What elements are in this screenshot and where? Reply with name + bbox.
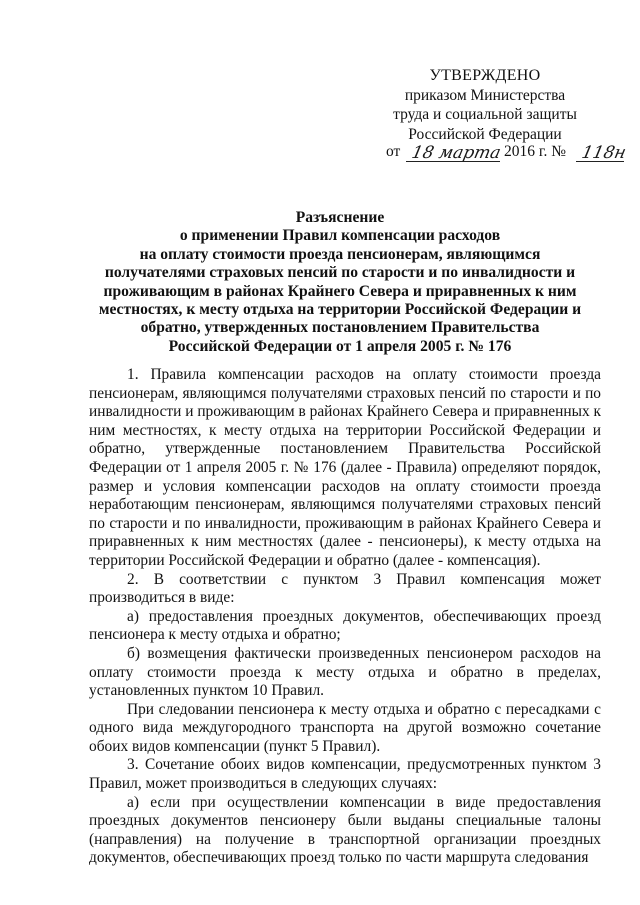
order-date-handwritten: 18 марта	[409, 143, 503, 163]
paragraph-2a: а) предоставления проездных документов, обеспечивающих проезд пенсионера к месту отдыха и обратно;	[89, 607, 601, 644]
title-line: проживающим в районах Крайнего Севера и приравненных к ним	[103, 282, 577, 300]
order-number-blank	[576, 143, 628, 163]
paragraph-3a: а) если при осуществлении компенсации в виде предоставления проездных документов пенсионеру были выданы специальные талоны (направления) на получение в транспортной организации проездных документов, обеспечивающих проезд только по части маршрута следования	[89, 793, 601, 867]
title-line: получателями страховых пенсий по старости и по инвалидности и	[104, 264, 576, 282]
order-prefix: от	[386, 143, 401, 160]
approval-block	[362, 66, 608, 144]
approval-heading: УТВЕРЖДЕНО	[429, 67, 541, 84]
order-number-handwritten: 118н	[579, 143, 628, 163]
title-line: о применении Правил компенсации расходов	[179, 227, 501, 245]
paragraph-3: 3. Сочетание обоих видов компенсации, предусмотренных пунктом 3 Правил, может производиться в следующих случаях:	[89, 756, 601, 793]
order-year: 2016 г. №	[504, 143, 567, 160]
order-date-blank	[406, 143, 503, 163]
document-body	[89, 366, 601, 868]
approval-line-labour: труда и социальной защиты	[393, 106, 577, 123]
document-title	[70, 209, 610, 356]
paragraph-2: 2. В соответствии с пунктом 3 Правил компенсация может производиться в виде:	[89, 570, 601, 607]
order-date-line	[386, 143, 626, 165]
paragraph-1: 1. Правила компенсации расходов на оплату стоимости проезда пенсионерам, являющимся получателями страховых пенсий по старости и по инвалидности и проживающим в районах Крайнего Севера и приравненных к ним местностях, к месту отдыха на территории Российской Федерации и обратно, утвержденные постановлением Правительства Российской Федерации от 1 апреля 2005 г. № 176 (далее - Правила) определяют порядок, размер и условия компенсации расходов на оплату стоимости проезда неработающим пенсионерам, являющимся получателями страховых пенсий по старости и по инвалидности, проживающим в районах Крайнего Севера и приравненных к ним местностях (далее - пенсионеры), к месту отдыха на территории Российской Федерации и обратно (далее - компенсация).	[89, 366, 601, 569]
paragraph-2c: При следовании пенсионера к месту отдыха и обратно с пересадками с одного вида междугородного транспорта на другой возможно сочетание обоих видов компенсации (пункт 5 Правил).	[89, 700, 601, 755]
title-line: Разъяснение	[295, 209, 385, 226]
title-line: на оплату стоимости проезда пенсионерам, являющимся	[139, 245, 541, 263]
title-line: местностях, к месту отдыха на территории Российской Федерации и	[98, 301, 582, 319]
approval-line-federation: Российской Федерации	[408, 125, 562, 143]
title-line: обратно, утвержденных постановлением Правительства	[140, 319, 540, 337]
approval-line-ministry: приказом Министерства	[404, 86, 566, 104]
title-line: Российской Федерации от 1 апреля 2005 г. № 176	[168, 337, 512, 355]
paragraph-2b: б) возмещения фактически произведенных пенсионером расходов на оплату стоимости проезда к месту отдыха и обратно в пределах, установленных пунктом 10 Правил.	[89, 644, 601, 700]
